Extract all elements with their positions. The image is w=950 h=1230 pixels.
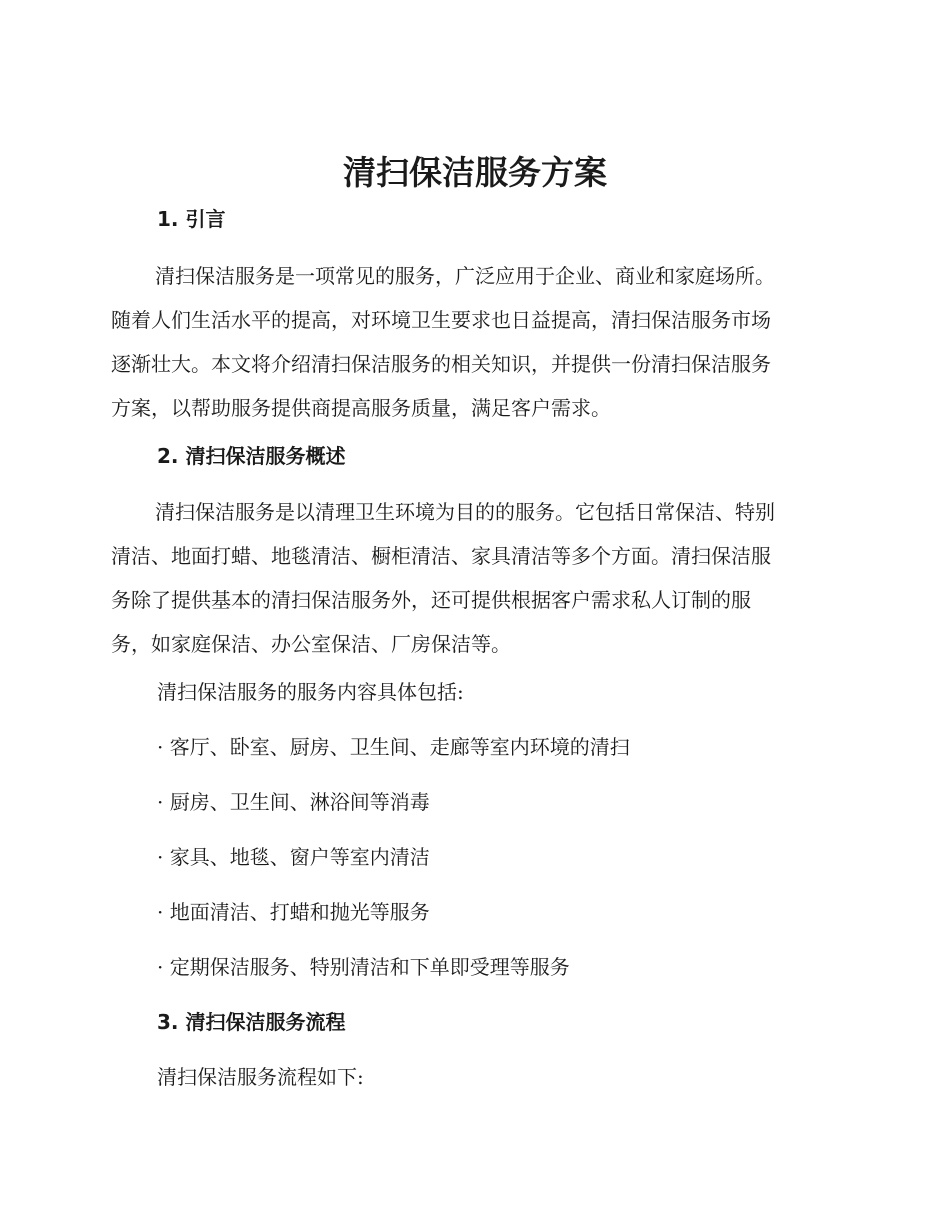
section-1-paragraph (111, 254, 839, 430)
paragraph-line: 务除了提供基本的清扫保洁服务外，还可提供根据客户需求私人订制的服 (111, 588, 751, 612)
paragraph-line: 清扫保洁服务是以清理卫生环境为目的的服务。它包括日常保洁、特别 (155, 500, 775, 524)
section-1-heading: 1. 引言 (157, 207, 226, 231)
section-2-heading: 2. 清扫保洁服务概述 (157, 444, 346, 468)
bullet-item: · 家具、地毯、窗户等室内清洁 (157, 845, 430, 869)
paragraph-line: 随着人们生活水平的提高，对环境卫生要求也日益提高，清扫保洁服务市场 (111, 308, 771, 332)
paragraph-line: 清扫保洁服务是一项常见的服务，广泛应用于企业、商业和家庭场所。 (155, 264, 775, 288)
document-title: 清扫保洁服务方案 (343, 153, 607, 192)
paragraph-line: 方案，以帮助服务提供商提高服务质量，满足客户需求。 (111, 396, 611, 420)
section-2-paragraph (111, 490, 839, 666)
bullet-item: · 定期保洁服务、特别清洁和下单即受理等服务 (157, 955, 570, 979)
bullet-item: · 客厅、卧室、厨房、卫生间、走廊等室内环境的清扫 (157, 735, 630, 759)
section-3-heading: 3. 清扫保洁服务流程 (157, 1010, 346, 1034)
bullet-item: · 厨房、卫生间、淋浴间等消毒 (157, 790, 430, 814)
bullet-item: · 地面清洁、打蜡和抛光等服务 (157, 900, 430, 924)
paragraph-line: 务，如家庭保洁、办公室保洁、厂房保洁等。 (111, 632, 511, 656)
paragraph-line: 清洁、地面打蜡、地毯清洁、橱柜清洁、家具清洁等多个方面。清扫保洁服 (111, 544, 771, 568)
service-content-intro: 清扫保洁服务的服务内容具体包括: (157, 680, 464, 704)
process-intro: 清扫保洁服务流程如下: (157, 1065, 364, 1089)
paragraph-line: 逐渐壮大。本文将介绍清扫保洁服务的相关知识，并提供一份清扫保洁服务 (111, 352, 771, 376)
